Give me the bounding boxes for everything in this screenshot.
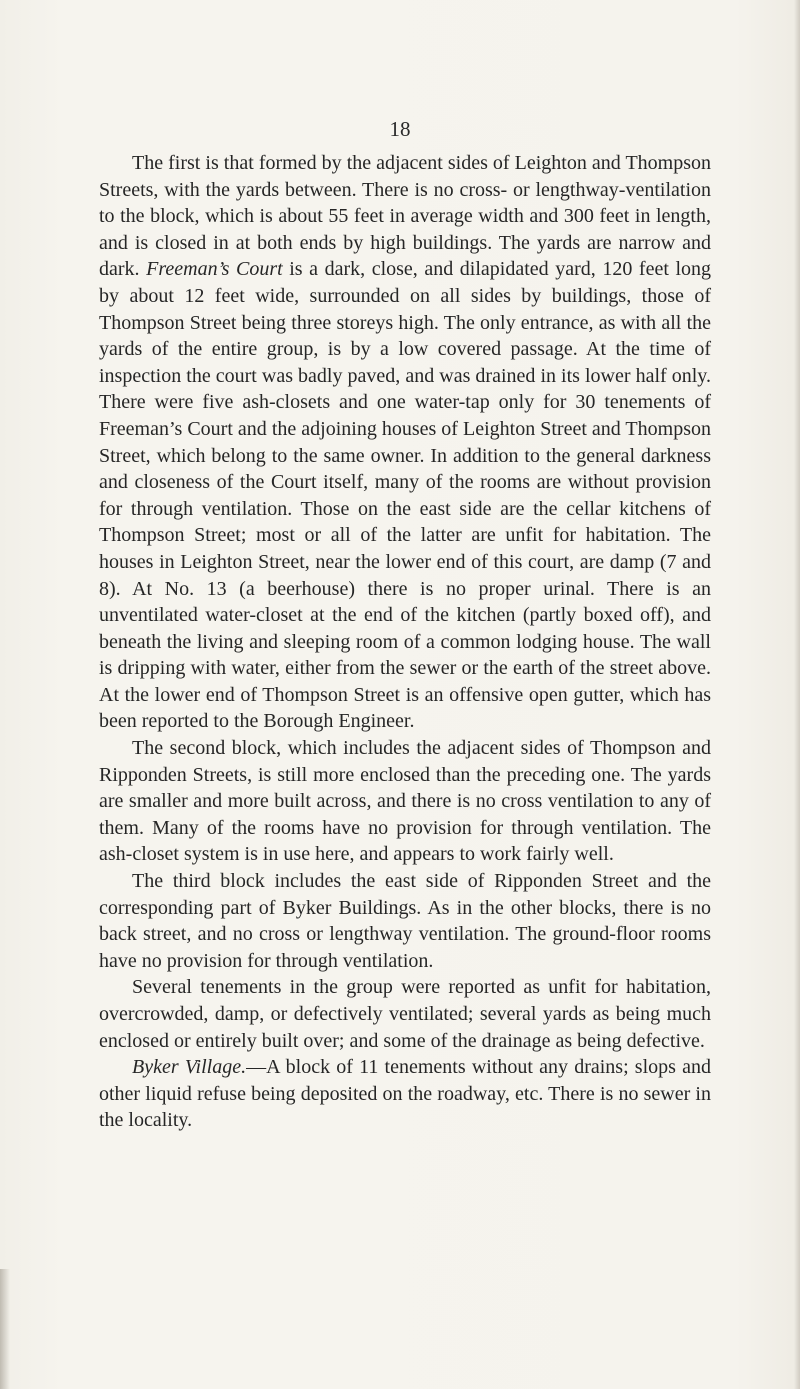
paragraph-text: is a dark, close, and dilapidated yard, 120 feet long by about 12 feet wide, surrounded on all sides by buildings, those of Thompson Street being three storeys high. The only entrance, as with all the yards of the entire group, is by a low covered passage. At the time of inspection the court was badly paved, and was drained in its lower half only. There were five ash-closets and one water-tap only for 30 tenements of Freeman’s Court and the adjoining houses of Leighton Street and Thompson Street, which belong to the same owner. In addition to the general darkness and closeness of the Court itself, many of the rooms are without provision for through ventilation. Those on the east side are the cellar kitchens of Thompson Street; most or all of the latter are unfit for habitation. The houses in Leighton Street, near the lower end of this court, are damp (7 and 8). At No. 13 (a beerhouse) there is no proper urinal. There is an unventilated water-closet at the end of the kitchen (partly boxed off), and beneath the living and sleeping room of a common lodging house. The wall is dripping with water, either from the sewer or the earth of the street above. At the lower end of Thompson Street is an offensive open gutter, which has been reported to the Borough Engineer.: [99, 258, 711, 733]
paragraph-summary: [99, 974, 711, 1054]
italic-place-name: Byker Village.: [132, 1056, 247, 1079]
paragraph-text: The second block, which includes the adjacent sides of Thompson and Ripponden Streets, is still more enclosed than the preceding one. The yards are smaller and more built across, and there is no cross ventilation to any of them. Many of the rooms have no provision for through ventilation. The ash-closet system is in use here, and appears to work fairly well.: [99, 737, 711, 866]
paragraph-byker-village: [99, 1054, 711, 1134]
body-text: [99, 150, 711, 1134]
page-number: 18: [389, 117, 411, 141]
page-corner-shadow: [0, 1269, 10, 1389]
paragraph-third-block: [99, 868, 711, 974]
paragraph-text: The first is that formed by the adjacent sides of Leighton and Thompson Streets, with the yards between. There is no cross- or lengthway-ventilation to the block, which is about 55 feet in average width and 300 feet in length, and is closed in at both ends by high buildings. The yards are narrow and dark.: [99, 152, 711, 281]
page-edge-shadow: [794, 0, 800, 1389]
paragraph-text: Several tenements in the group were reported as unfit for habitation, overcrowded, damp, or defectively ventilated; several yards as being much enclosed or entirely built over; and some of the drainage as being defective.: [99, 976, 711, 1052]
paragraph-text: The third block includes the east side of Ripponden Street and the corresponding part of Byker Buildings. As in the other blocks, there is no back street, and no cross or lengthway ventilation. The ground-floor rooms have no provision for through ventilation.: [99, 870, 711, 972]
italic-place-name: Freeman’s Court: [146, 258, 283, 281]
paragraph-text: —A block of 11 tenements without any drains; slops and other liquid refuse being deposited on the roadway, etc. There is no sewer in the locality.: [99, 1056, 711, 1132]
paragraph-first-block: [99, 150, 711, 735]
paragraph-second-block: [99, 735, 711, 868]
